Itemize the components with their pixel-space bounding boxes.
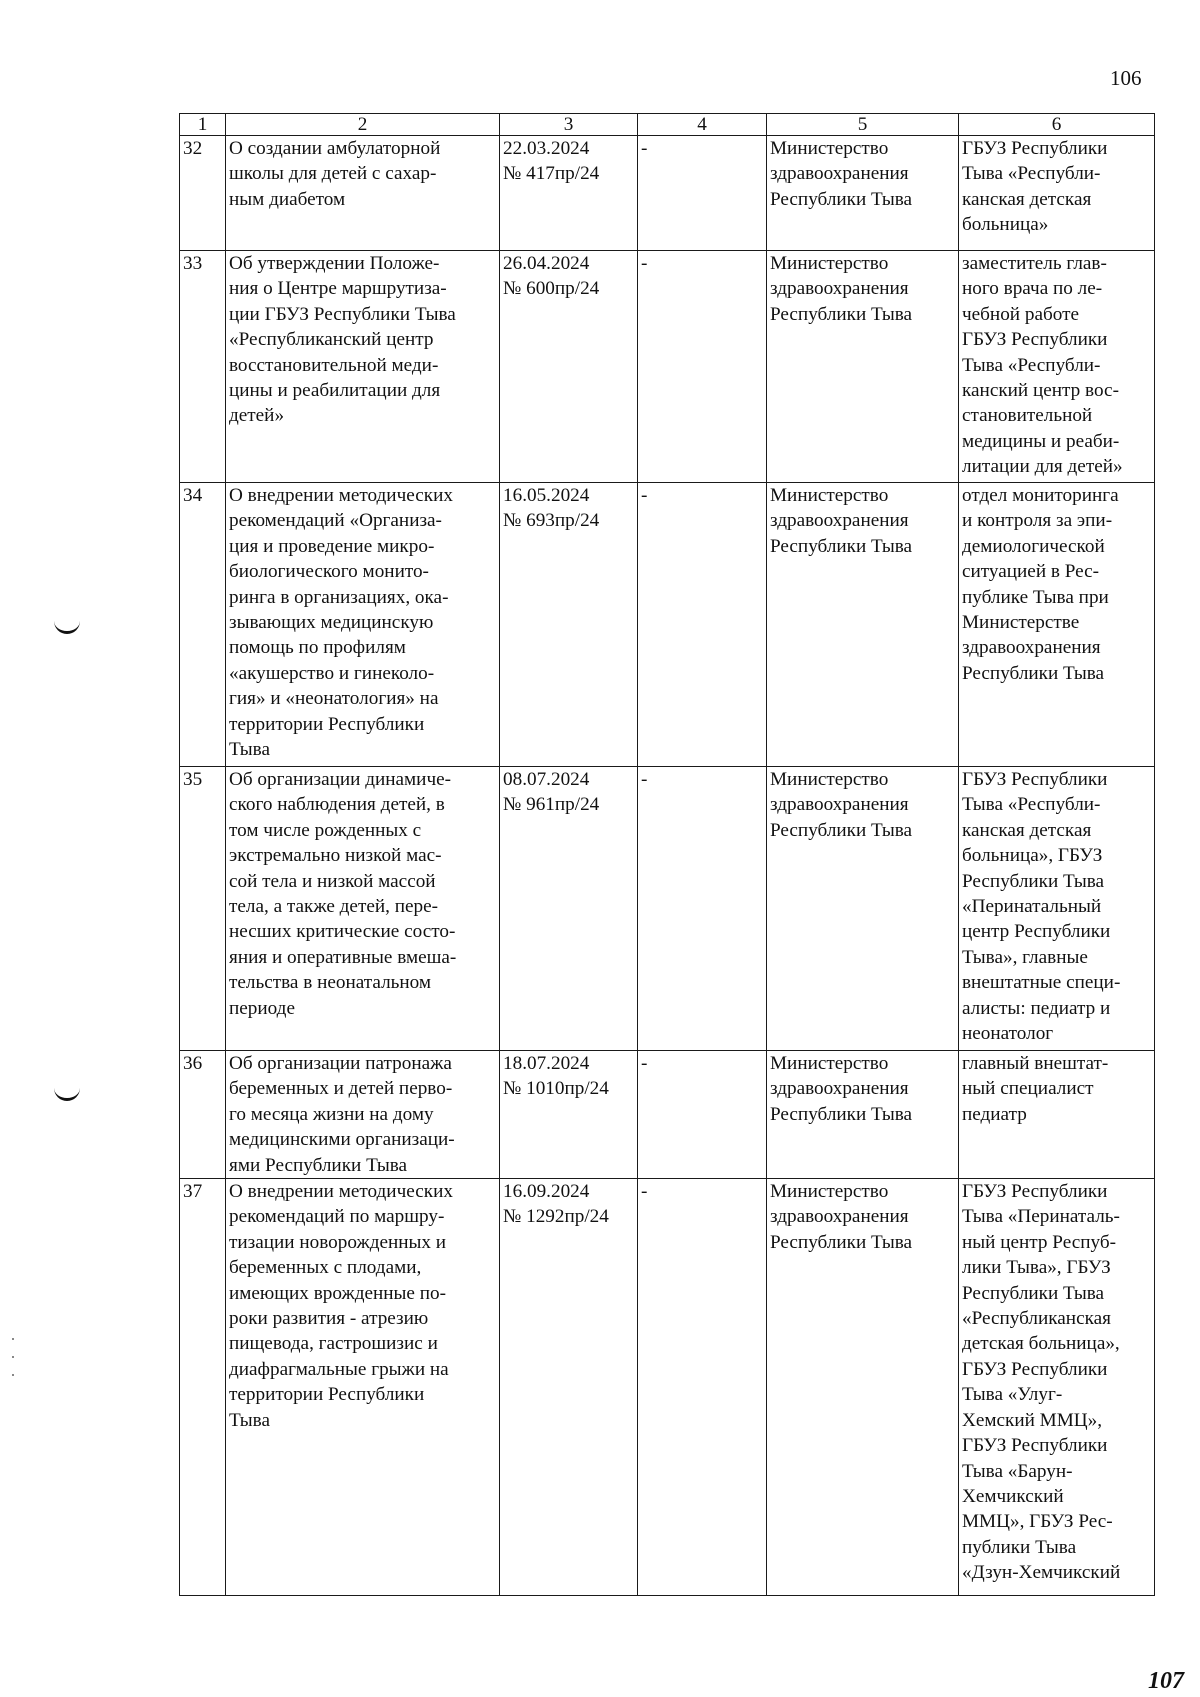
responsible-cell-line: алисты: педиатр и [962,997,1111,1019]
column-4-cell-line: - [641,485,648,506]
responsible-cell-line: «Республиканская [962,1308,1111,1330]
title-cell-line: восстановительной меди- [229,354,439,376]
row-number-cell-line: 36 [183,1053,203,1074]
handwritten-page-number: 107 [1148,1668,1184,1694]
responsible-cell [959,136,1155,251]
column-4-cell [638,1051,767,1179]
date-number-cell [500,483,638,767]
column-4-cell-line: - [641,253,648,274]
title-cell-line: ского наблюдения детей, в [229,794,445,816]
date-number-cell-line: № 417пр/24 [503,163,600,185]
responsible-cell-line: Тыва «Улуг- [962,1384,1063,1406]
title-cell-line: том числе рожденных с [229,819,422,841]
page-number: 106 [1110,66,1142,90]
responsible-cell-line: Тыва», главные [962,946,1088,968]
authority-cell-line: Министерство [770,769,889,790]
date-number-cell-line: 08.07.2024 [503,769,590,790]
title-cell-line: яния и оперативные вмеша- [229,946,457,968]
title-cell-line: го месяца жизни на дому [229,1103,434,1125]
responsible-cell-line: ГБУЗ Республики [962,138,1108,159]
title-cell-line: О создании амбулаторной [229,138,441,159]
table-row [180,251,1155,483]
date-number-cell-line: № 600пр/24 [503,278,600,300]
authority-cell-line: Министерство [770,1053,889,1074]
responsible-cell-line: литации для детей» [962,456,1123,478]
title-cell-line: тела, а также детей, пере- [229,896,439,918]
responsible-cell-line: чебной работе [962,303,1079,325]
column-4-cell-line: - [641,138,648,159]
responsible-cell-line: Республики Тыва [962,870,1105,892]
column-4-cell-line: - [641,769,648,790]
authority-cell [767,1179,959,1596]
title-cell-line: ции ГБУЗ Республики Тыва [229,303,456,325]
responsible-cell-line: канская детская [962,188,1092,210]
responsible-cell [959,1179,1155,1596]
title-cell-line: сой тела и низкой массой [229,870,436,892]
responsible-cell-line: Тыва «Барун- [962,1460,1073,1482]
authority-cell-line: Республики Тыва [770,535,913,557]
title-cell-line: ным диабетом [229,188,346,210]
responsible-cell-line: публики Тыва [962,1536,1077,1558]
title-cell [226,136,500,251]
title-cell [226,483,500,767]
table-row [180,1051,1155,1179]
document-table [179,113,1155,1596]
responsible-cell [959,767,1155,1051]
responsible-cell-line: Министерстве [962,612,1080,634]
title-cell-line: гия» и «неонатология» на [229,688,439,710]
responsible-cell-line: публике Тыва при [962,586,1109,608]
responsible-cell-line: ГБУЗ Республики [962,769,1108,790]
date-number-cell-line: № 1010пр/24 [503,1078,609,1100]
responsible-cell-line: канская детская [962,819,1092,841]
responsible-cell-line: Республики Тыва [962,1282,1105,1304]
title-cell-line: диафрагмальные грыжи на [229,1358,449,1380]
title-cell-line: ция и проведение микро- [229,535,435,557]
scan-speck [12,1356,14,1358]
authority-cell-line: здравоохранения [770,794,909,816]
authority-cell [767,1051,959,1179]
date-number-cell [500,1179,638,1596]
title-cell-line: экстремально низкой мас- [229,845,442,867]
responsible-cell-line: Тыва «Республи- [962,794,1101,816]
title-cell-line: О внедрении методических [229,485,453,506]
responsible-cell-line: больница» [962,214,1049,236]
title-cell-line: цины и реабилитации для [229,380,441,402]
responsible-cell-line: и контроля за эпи- [962,510,1113,532]
title-cell-line: территории Республики [229,713,425,735]
date-number-cell [500,136,638,251]
title-cell-line: роки развития - атрезию [229,1308,429,1330]
title-cell-line: Тыва [229,739,270,761]
title-cell-line: Тыва [229,1409,270,1431]
title-cell-line: беременных с плодами, [229,1257,422,1279]
responsible-cell-line: Тыва «Республи- [962,354,1101,376]
authority-cell-line: здравоохранения [770,163,909,185]
responsible-cell-line: ный специалист [962,1078,1094,1100]
column-4-cell-line: - [641,1181,648,1203]
responsible-cell-line: Республики Тыва [962,662,1105,684]
title-cell-line: рекомендаций «Организа- [229,510,442,532]
date-number-cell-line: № 693пр/24 [503,510,600,532]
column-header: 5 [767,114,959,136]
row-number-cell-line: 33 [183,253,203,274]
date-number-cell-line: 16.05.2024 [503,485,590,506]
title-cell-line: «акушерство и гинеколо- [229,662,435,684]
column-4-cell [638,767,767,1051]
responsible-cell-line: медицины и реаби- [962,430,1120,452]
column-header: 6 [959,114,1155,136]
table-row [180,767,1155,1051]
responsible-cell-line: неонатолог [962,1023,1054,1045]
margin-mark [54,621,80,634]
responsible-cell-line: «Дзун-Хемчикский [962,1562,1121,1584]
title-cell-line: Об организации динамиче- [229,769,452,790]
row-number-cell [180,1179,226,1596]
title-cell [226,1179,500,1596]
authority-cell-line: Республики Тыва [770,188,913,210]
title-cell-line: имеющих врожденные по- [229,1282,446,1304]
title-cell-line: рекомендаций по маршру- [229,1206,445,1228]
column-header: 2 [226,114,500,136]
row-number-cell [180,251,226,483]
responsible-cell-line: ГБУЗ Республики [962,329,1108,351]
title-cell-line: тизации новорожденных и [229,1231,447,1253]
authority-cell-line: здравоохранения [770,278,909,300]
authority-cell-line: здравоохранения [770,510,909,532]
title-cell-line: Об утверждении Положе- [229,253,440,274]
responsible-cell-line: канский центр вос- [962,380,1119,402]
scan-speck [12,1338,14,1340]
date-number-cell [500,251,638,483]
margin-mark [54,1088,80,1101]
date-number-cell-line: 16.09.2024 [503,1181,590,1203]
authority-cell [767,251,959,483]
title-cell-line: ями Республики Тыва [229,1154,408,1176]
row-number-cell [180,483,226,767]
responsible-cell-line: здравоохранения [962,637,1101,659]
authority-cell-line: Министерство [770,138,889,159]
title-cell-line: биологического монито- [229,561,429,583]
responsible-cell-line: внештатные специ- [962,972,1121,994]
responsible-cell-line: Хемский ММЦ», [962,1409,1103,1431]
title-cell-line: тельства в неонатальном [229,972,432,994]
column-header: 3 [500,114,638,136]
title-cell [226,251,500,483]
authority-cell-line: Республики Тыва [770,819,913,841]
title-cell-line: пищевода, гастрошизис и [229,1333,438,1355]
row-number-cell [180,767,226,1051]
column-header: 4 [638,114,767,136]
title-cell-line: ринга в организациях, ока- [229,586,449,608]
responsible-cell-line: Тыва «Перинаталь- [962,1206,1120,1228]
responsible-cell [959,483,1155,767]
table-row [180,1179,1155,1596]
authority-cell-line: Республики Тыва [770,1231,913,1253]
row-number-cell [180,136,226,251]
responsible-cell-line: ГБУЗ Республики [962,1181,1108,1203]
authority-cell-line: Республики Тыва [770,303,913,325]
title-cell-line: школы для детей с сахар- [229,163,437,185]
responsible-cell [959,251,1155,483]
title-cell-line: медицинскими организаци- [229,1129,455,1151]
authority-cell [767,767,959,1051]
row-number-cell-line: 37 [183,1181,203,1203]
responsible-cell-line: заместитель глав- [962,253,1107,274]
responsible-cell-line: Тыва «Республи- [962,163,1101,185]
responsible-cell-line: главный внештат- [962,1053,1109,1074]
scan-speck [12,1374,14,1376]
column-4-cell-line: - [641,1053,648,1074]
column-4-cell [638,136,767,251]
column-4-cell [638,1179,767,1596]
title-cell-line: «Республиканский центр [229,329,434,351]
column-4-cell [638,483,767,767]
title-cell-line: ния о Центре маршрутиза- [229,278,447,300]
authority-cell-line: здравоохранения [770,1078,909,1100]
date-number-cell-line: № 961пр/24 [503,794,600,816]
responsible-cell-line: ный центр Респуб- [962,1231,1116,1253]
row-number-cell-line: 34 [183,485,203,506]
title-cell-line: зывающих медицинскую [229,612,434,634]
authority-cell-line: Республики Тыва [770,1103,913,1125]
title-cell-line: периоде [229,997,295,1019]
responsible-cell-line: демиологической [962,535,1105,557]
title-cell-line: территории Республики [229,1384,425,1406]
responsible-cell-line: становительной [962,405,1093,427]
title-cell-line: Об организации патронажа [229,1053,452,1074]
date-number-cell-line: 26.04.2024 [503,253,590,274]
responsible-cell-line: ГБУЗ Республики [962,1435,1108,1457]
responsible-cell-line: ГБУЗ Республики [962,1358,1108,1380]
responsible-cell [959,1051,1155,1179]
row-number-cell-line: 35 [183,769,203,790]
responsible-cell-line: больница», ГБУЗ [962,845,1103,867]
responsible-cell-line: ного врача по ле- [962,278,1103,300]
responsible-cell-line: ММЦ», ГБУЗ Рес- [962,1511,1113,1533]
responsible-cell-line: детская больница», [962,1333,1120,1355]
date-number-cell [500,767,638,1051]
date-number-cell-line: № 1292пр/24 [503,1206,609,1228]
authority-cell [767,483,959,767]
header-row [180,114,1155,136]
authority-cell-line: Министерство [770,485,889,506]
responsible-cell-line: лики Тыва», ГБУЗ [962,1257,1111,1279]
responsible-cell-line: «Перинатальный [962,896,1102,918]
responsible-cell-line: педиатр [962,1103,1027,1125]
title-cell-line: помощь по профилям [229,637,406,659]
date-number-cell [500,1051,638,1179]
authority-cell [767,136,959,251]
responsible-cell-line: ситуацией в Рес- [962,561,1100,583]
column-4-cell [638,251,767,483]
responsible-cell-line: центр Республики [962,921,1111,943]
title-cell-line: О внедрении методических [229,1181,453,1203]
date-number-cell-line: 18.07.2024 [503,1053,590,1074]
table-row [180,136,1155,251]
title-cell-line: несших критические состо- [229,921,456,943]
authority-cell-line: Министерство [770,253,889,274]
title-cell-line: детей» [229,405,285,427]
authority-cell-line: здравоохранения [770,1206,909,1228]
row-number-cell-line: 32 [183,138,203,159]
title-cell-line: беременных и детей перво- [229,1078,453,1100]
responsible-cell-line: Хемчикский [962,1485,1064,1507]
title-cell [226,1051,500,1179]
date-number-cell-line: 22.03.2024 [503,138,590,159]
title-cell [226,767,500,1051]
authority-cell-line: Министерство [770,1181,889,1203]
responsible-cell-line: отдел мониторинга [962,485,1119,506]
table-row [180,483,1155,767]
column-header: 1 [180,114,226,136]
row-number-cell [180,1051,226,1179]
